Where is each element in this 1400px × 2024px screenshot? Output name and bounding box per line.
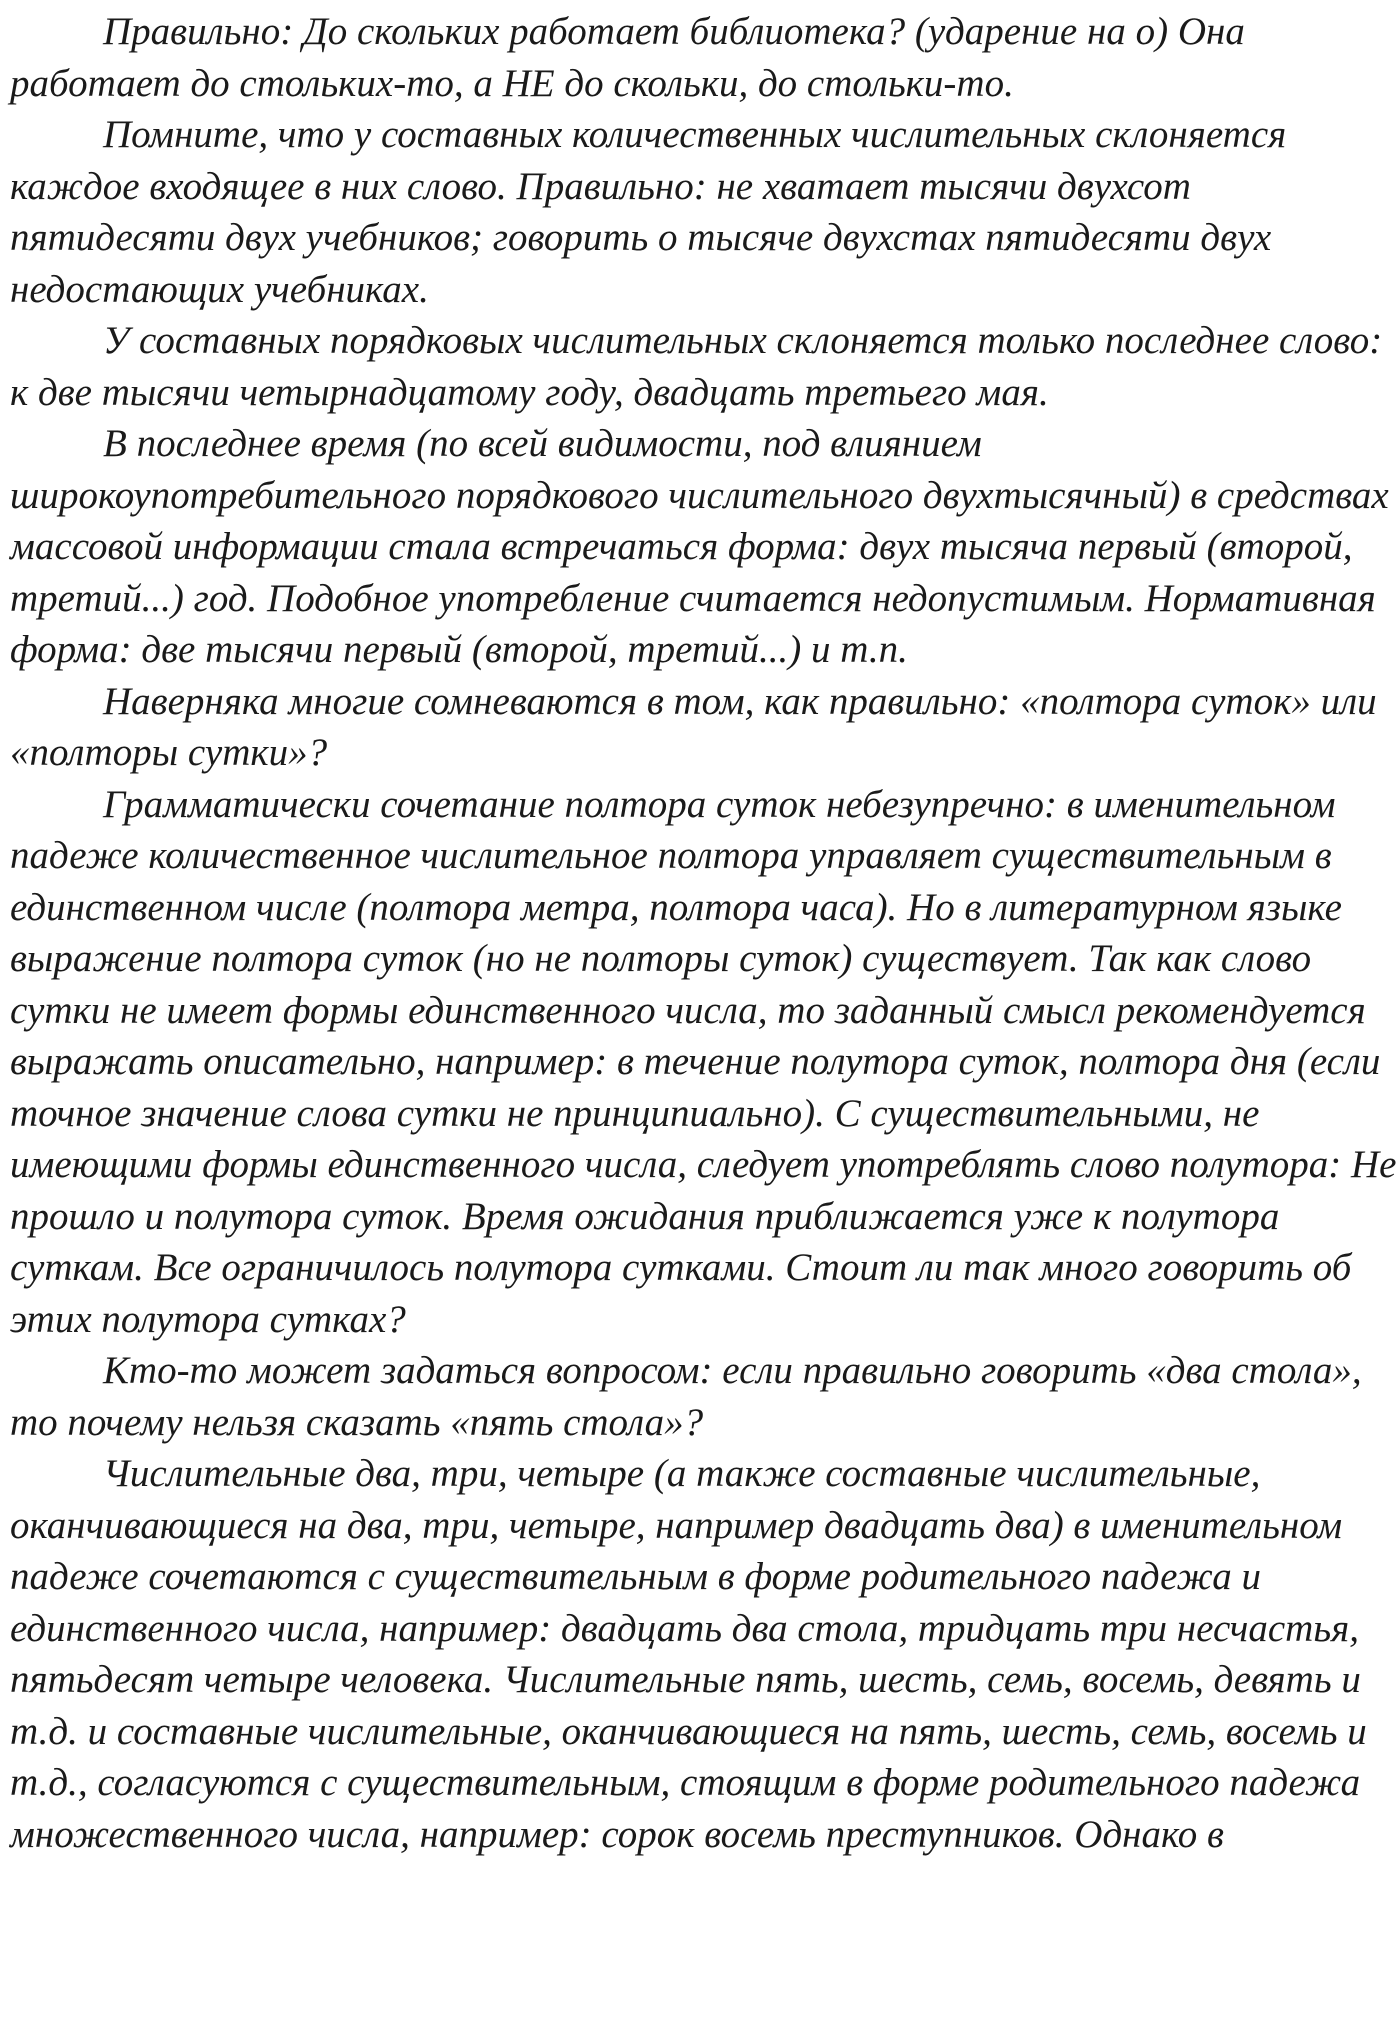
document-body (10, 6, 1400, 1860)
paragraph: Грамматически сочетание полтора суток небезупречно: в именительном падеже количественное числительное полтора управляет существительным в единственном числе (полтора метра, полтора часа). Но в литературном языке выражение полтора суток (но не полторы суток) существует. Так как слово сутки не имеет формы единственного числа, то заданный смысл рекомендуется выражать описательно, например: в течение полутора суток, полтора дня (если точное значение слова сутки не принципиально). С существительными, не имеющими формы единственного числа, следует употреблять слово полутора: Не прошло и полутора суток. Время ожидания приближается уже к полутора суткам. Все ограничилось полутора сутками. Стоит ли так много говорить об этих полутора сутках? (10, 782, 1397, 1341)
paragraph: У составных порядковых числительных склоняется только последнее слово: к две тысячи четырнадцатому году, двадцать третьего мая. (10, 319, 1383, 414)
paragraph: Правильно: До скольких работает библиотека? (ударение на о) Она работает до стольких-то, а НЕ до скольки, до стольки-то. (10, 10, 1245, 105)
paragraph: Числительные два, три, четыре (а также составные числительные, оканчивающиеся на два, три, четыре, например двадцать два) в именительном падеже сочетаются с существительным в форме родительного падежа и единственного числа, например: двадцать два стола, тридцать три несчастья, пятьдесят четыре человека. Числительные пять, шесть, семь, восемь, девять и т.д. и составные числительные, оканчивающиеся на пять, шесть, семь, восемь и т.д., согласуются с существительным, стоящим в форме родительного падежа множественного числа, например: сорок восемь преступников. Однако в (10, 1452, 1367, 1856)
paragraph: Наверняка многие сомневаются в том, как правильно: «полтора суток» или «полторы сутки»? (10, 679, 1377, 774)
paragraph: В последнее время (по всей видимости, под влиянием широкоупотребительного порядкового числительного двухтысячный) в средствах массовой информации стала встречаться форма: двух тысяча первый (второй, третий...) год. Подобное употребление считается недопустимым. Нормативная форма: две тысячи первый (второй, третий...) и т.п. (10, 422, 1389, 671)
paragraph: Помните, что у составных количественных числительных склоняется каждое входящее в них слово. Правильно: не хватает тысячи двухсот пятидесяти двух учебников; говорить о тысяче двухстах пятидесяти двух недостающих учебниках. (10, 113, 1287, 311)
paragraph: Кто-то может задаться вопросом: если правильно говорить «два стола», то почему нельзя сказать «пять стола»? (10, 1349, 1362, 1444)
